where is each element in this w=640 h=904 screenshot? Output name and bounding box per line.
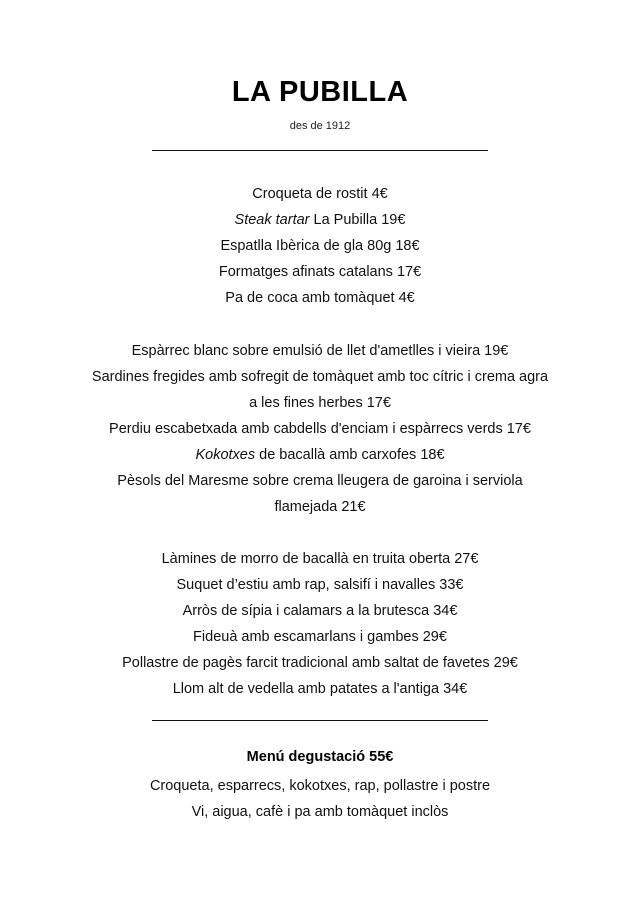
menu-item: Perdiu escabetxada amb cabdells d'enciam i espàrrecs verds 17€ [109, 421, 531, 437]
tasting-menu-line: Vi, aigua, cafè i pa amb tomàquet inclòs [191, 804, 449, 820]
menu-item: Làmines de morro de bacallà en truita oberta 27€ [161, 551, 479, 567]
menu-item: Kokotxes de bacallà amb carxofes 18€ [195, 447, 445, 463]
established-date: des de 1912 [289, 120, 351, 132]
menu-item: Pollastre de pagès farcit tradicional amb saltat de favetes 29€ [122, 655, 518, 671]
menu-item: Arròs de sípia i calamars a la brutesca 34€ [182, 603, 458, 619]
menu-item: Suquet d’estiu amb rap, salsifí i navalles 33€ [176, 577, 464, 593]
tasting-menu-title: Menú degustació 55€ [246, 749, 394, 765]
tasting-menu-line: Croqueta, esparrecs, kokotxes, rap, pollastre i postre [149, 778, 491, 794]
menu-item: Formatges afinats catalans 17€ [218, 264, 422, 280]
menu-item: Fideuà amb escamarlans i gambes 29€ [193, 629, 447, 645]
menu-item: Croqueta de rostit 4€ [252, 186, 388, 202]
menu-item: Espàrrec blanc sobre emulsió de llet d'ametlles i vieira 19€ [131, 343, 509, 359]
menu-item: Sardines fregides amb sofregit de tomàquet amb toc cítric i crema agra [91, 369, 549, 385]
menu-item: Pèsols del Maresme sobre crema lleugera de garoina i serviola [117, 473, 523, 489]
divider-top [152, 150, 488, 151]
menu-item: Espatlla Ibèrica de gla 80g 18€ [220, 238, 420, 254]
menu-item: Pa de coca amb tomàquet 4€ [225, 290, 415, 306]
menu-item: a les fines herbes 17€ [249, 395, 391, 411]
menu-item: Llom alt de vedella amb patates a l'antiga 34€ [172, 681, 468, 697]
restaurant-name: LA PUBILLA [231, 76, 409, 108]
menu-item: flamejada 21€ [274, 499, 366, 515]
menu-item: Steak tartar La Pubilla 19€ [234, 212, 406, 228]
divider-bottom [152, 720, 488, 721]
